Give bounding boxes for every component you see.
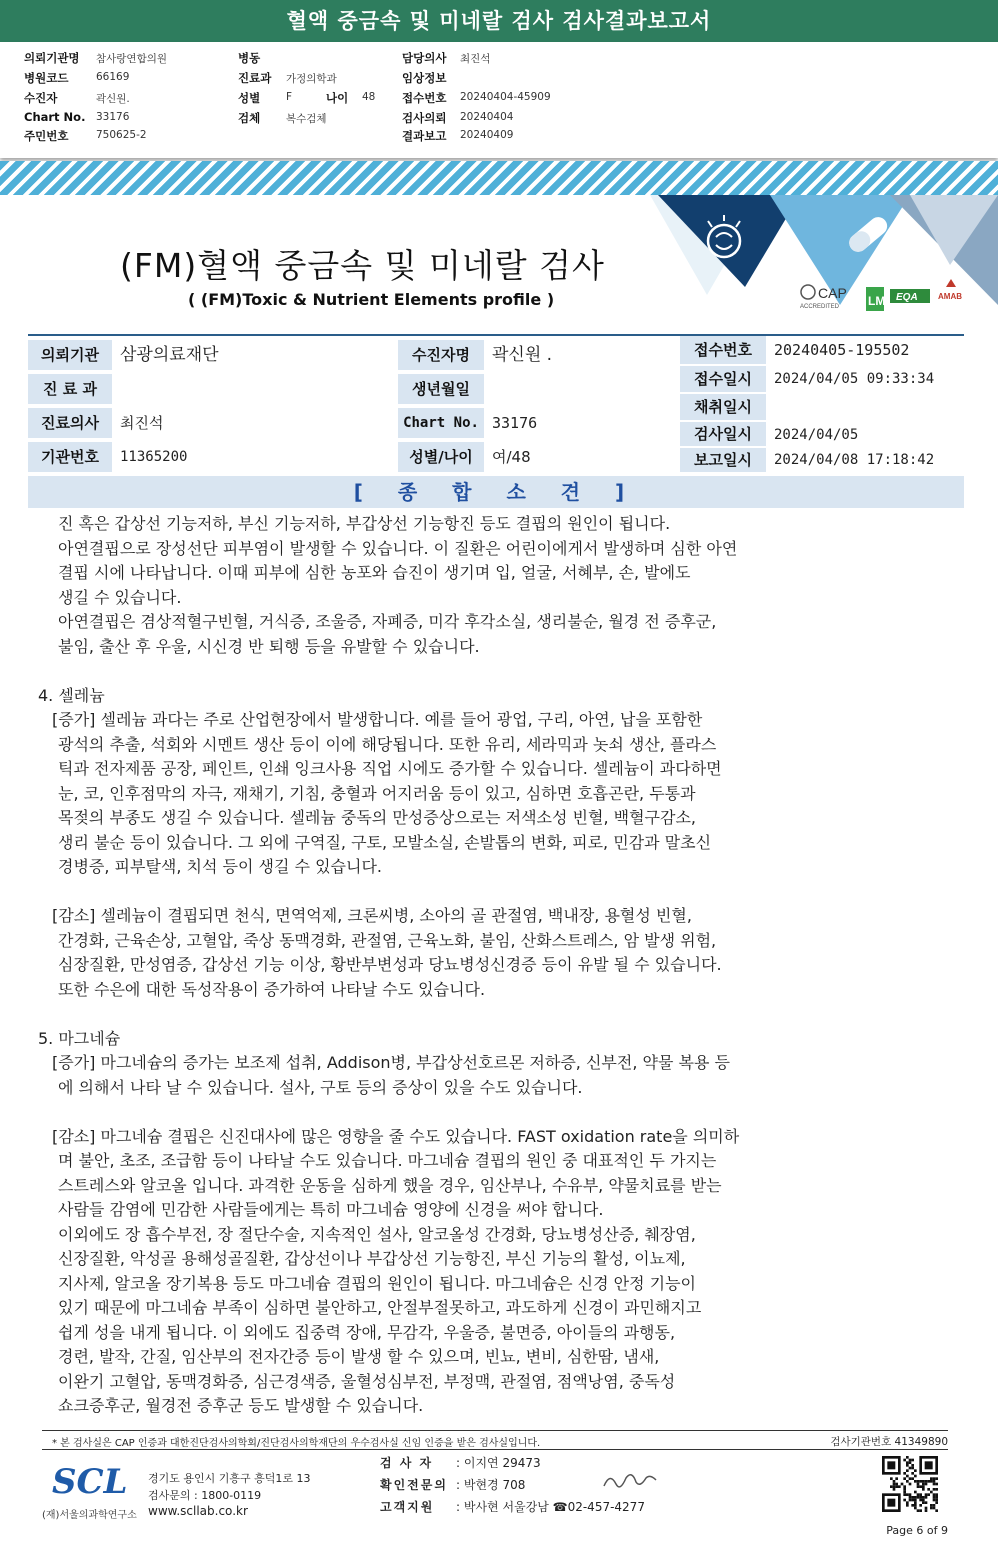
amab-logo — [938, 279, 962, 301]
body-line: 이완기 고혈압, 동맥경화증, 심근경색증, 울혈성심부전, 부정맥, 관절염, 점액낭염, 중독성 — [58, 1371, 676, 1391]
value-hospital-code: 66169 — [96, 71, 130, 83]
footer-top-rule — [42, 1430, 948, 1431]
value-org-no: 11365200 — [120, 449, 188, 465]
body-line: 눈, 코, 인후점막의 자극, 재채기, 기침, 충혈과 어지러움 등이 있고, 심하면 호흡곤란, 두통과 — [58, 783, 696, 803]
body-line: 목젖의 부종도 생길 수 있습니다. 셀레늄 중독의 만성증상으로는 저색소성 빈혈, 백혈구감소, — [58, 808, 696, 827]
label-ward: 병동 — [238, 51, 261, 65]
lm-logo — [866, 287, 885, 311]
label-patient-name: 수진자명 — [398, 340, 484, 370]
lab-address-block — [148, 1470, 311, 1504]
body-line: 있기 때문에 마그네슘 부족이 심하면 불안하고, 안절부절못하고, 과도하게 신경이 과민해지고 — [58, 1298, 702, 1317]
value-attending-doctor: 최진석 — [460, 53, 491, 65]
report-subtitle: ( (FM)Toxic & Nutrient Elements profile ) — [188, 290, 555, 309]
body-line: 아연결핍으로 장성선단 피부염이 발생할 수 있습니다. 이 질환은 어린이에게서 발생하며 심한 아연 — [58, 538, 738, 558]
label-patient: 수진자 — [24, 91, 58, 105]
label-hospital-code: 병원코드 — [24, 71, 69, 85]
footer-lab-number: 검사기관번호 41349890 — [830, 1436, 948, 1448]
body-line: 지사제, 알코올 장기복용 등도 마그네슘 결핍의 원인이 됩니다. 마그네슘은 신경 안정 기능이 — [58, 1273, 696, 1293]
paragraph-gap — [38, 880, 938, 905]
body-line: 광석의 추출, 석회와 시멘트 생산 등이 이에 해당됩니다. 또한 유리, 세라믹과 놋쇠 생산, 플라스 — [58, 734, 717, 754]
label-sex: 성별 — [238, 91, 261, 105]
staff-label-specialist: 확인전문의 — [380, 1478, 448, 1492]
label-req-org: 의뢰기관 — [28, 340, 112, 370]
body-line: 결핍 시에 나타납니다. 이때 피부에 심한 농포와 습진이 생기며 입, 얼굴, 서혜부, 손, 발에도 — [58, 563, 691, 582]
footer-mid-rule — [42, 1449, 948, 1450]
label-test-request: 검사의뢰 — [402, 111, 447, 125]
staff-label-support: 고객지원 — [380, 1500, 435, 1514]
eqa-logo — [890, 289, 930, 303]
lm-logo-text: LM — [868, 294, 886, 308]
label-attending-doctor: 담당의사 — [402, 51, 447, 65]
label-dept: 진 료 과 — [28, 374, 112, 404]
patient-info-table — [28, 336, 964, 472]
value-patient: 곽신원. — [96, 93, 130, 105]
summary-body-text — [38, 512, 938, 1419]
hospital-header — [0, 42, 998, 158]
report-title: (FM)혈액 중금속 및 미네랄 검사 — [120, 246, 605, 285]
summary-section-title: [ 종 합 소 견 ] — [28, 476, 964, 508]
label-chart: Chart No. — [398, 408, 484, 438]
value-collection-datetime — [768, 394, 964, 420]
label-receipt-no: 접수번호 — [402, 91, 447, 105]
label-collection-datetime: 채취일시 — [680, 394, 766, 420]
footer-accreditation-note: * 본 검사실은 CAP 인증과 대한진단검사의학회/진단검사의학재단의 우수검사실 신임 인증을 받은 검사실입니다. — [52, 1438, 541, 1449]
label-receipt-datetime: 접수일시 — [680, 366, 766, 392]
body-line: [증가] 마그네슘의 증가는 보조제 섭취, Addison병, 부갑상선호르몬 저하증, 신부전, 약물 복용 등 — [52, 1053, 730, 1072]
value-chart: 33176 — [492, 414, 538, 432]
body-line: 며 불안, 초조, 조급함 등이 나타날 수도 있습니다. 마그네슘 결핍의 원인 중 대표적인 두 가지는 — [58, 1151, 717, 1170]
value-chart-no: 33176 — [96, 111, 130, 123]
paragraph-gap — [38, 1100, 938, 1125]
scl-logo-subtext: (재)서울의과학연구소 — [42, 1510, 137, 1521]
value-sex: F — [286, 91, 293, 103]
cap-logo-subtext: ACCREDITED — [800, 304, 840, 310]
label-clinical-info: 임상정보 — [402, 71, 447, 85]
label-age: 나이 — [326, 91, 349, 105]
body-line: 4. 셀레늄 — [38, 685, 105, 705]
lab-address: 경기도 용인시 기흥구 흥덕1로 13 — [148, 1472, 311, 1485]
label-resident-no: 주민번호 — [24, 129, 69, 143]
body-line: 에 의해서 나타 날 수 있습니다. 설사, 구토 등의 증상이 있을 수도 있습니다. — [58, 1077, 583, 1097]
label-sex-age: 성별/나이 — [398, 442, 484, 472]
body-line: [감소] 셀레늄이 결핍되면 천식, 면역억제, 크론씨병, 소아의 골 관절염, 백내장, 용혈성 빈혈, — [52, 906, 692, 925]
body-line: 심장질환, 만성염증, 갑상선 기능 이상, 황반부변성과 당뇨병성신경증 등이 유발 될 수 있습니다. — [58, 955, 722, 974]
staff-value-support: : 박사현 서울강남 ☎02-457-4277 — [456, 1500, 645, 1514]
body-line: 쇼크증후군, 월경전 증후군 등도 발생할 수 있습니다. — [58, 1396, 424, 1415]
label-receipt-number: 접수번호 — [680, 336, 766, 364]
body-line: 불임, 출산 후 우울, 시신경 반 퇴행 등을 유발할 수 있습니다. — [58, 636, 480, 656]
value-receipt-no: 20240404-45909 — [460, 91, 551, 103]
label-report-datetime: 보고일시 — [680, 448, 766, 472]
qr-code-icon — [882, 1456, 938, 1512]
staff-value-tester: : 이지연 29473 — [456, 1456, 541, 1470]
label-department: 진료과 — [238, 71, 272, 85]
body-line: 이외에도 장 흡수부전, 장 절단수술, 지속적인 설사, 알코올성 간경화, 당뇨병성산증, 췌장염, — [58, 1224, 696, 1244]
value-result-report: 20240409 — [460, 129, 514, 141]
value-receipt-datetime: 2024/04/05 09:33:34 — [774, 371, 935, 387]
value-department: 가정의학과 — [286, 73, 337, 85]
scl-logo: SCL — [52, 1462, 128, 1502]
value-requesting-clinic: 참사랑연합의원 — [96, 53, 168, 65]
value-sex-age: 여/48 — [492, 448, 531, 466]
staff-value-specialist: : 박현경 708 — [456, 1478, 526, 1492]
body-line: 진 혹은 갑상선 기능저하, 부신 기능저하, 부갑상선 기능항진 등도 결핍의 원인이 됩니다. — [58, 514, 671, 533]
paragraph-gap — [38, 1002, 938, 1027]
body-line: 경병증, 피부탈색, 치석 등이 생길 수 있습니다. — [58, 857, 382, 876]
label-doctor: 진료의사 — [28, 408, 112, 438]
label-specimen: 검체 — [238, 111, 261, 125]
page-number: Page 6 of 9 — [886, 1524, 948, 1537]
body-line: 아연결핍은 겸상적혈구빈혈, 거식증, 조울증, 자폐증, 미각 후각소실, 생리불순, 월경 전 증후군, — [58, 612, 717, 631]
paragraph-gap — [38, 659, 938, 684]
body-line: 또한 수은에 대한 독성작용이 증가하여 나타날 수도 있습니다. — [58, 979, 486, 999]
lab-inquiry-phone: 검사문의 : 1800-0119 — [148, 1489, 262, 1502]
label-org-no: 기관번호 — [28, 442, 112, 472]
body-line: 쉽게 성을 내게 됩니다. 이 외에도 집중력 장애, 무감각, 우울증, 불면증, 아이들의 과행동, — [58, 1322, 676, 1342]
body-line: 간경화, 근육손상, 고혈압, 죽상 동맥경화, 관절염, 근육노화, 불임, 산화스트레스, 암 발생 위험, — [58, 930, 717, 950]
lab-website: www.scllab.co.kr — [148, 1504, 248, 1518]
decorative-stripe-band — [0, 161, 998, 195]
value-age: 48 — [362, 91, 376, 103]
amab-logo-text: AMAB — [938, 292, 962, 301]
body-line: 틱과 전자제품 공장, 페인트, 인쇄 잉크사용 직업 시에도 증가할 수 있습니다. 셀레늄이 과다하면 — [58, 759, 722, 778]
body-line: 경련, 발작, 간질, 임산부의 전자간증 등이 발생 할 수 있으며, 빈뇨, 변비, 심한땀, 냄새, — [58, 1347, 660, 1366]
value-doctor: 최진석 — [120, 414, 164, 432]
decorative-triangle-graphic — [650, 195, 998, 323]
value-report-datetime: 2024/04/08 17:18:42 — [774, 452, 935, 468]
value-resident-no: 750625-2 — [96, 129, 147, 141]
body-line: 생길 수 있습니다. — [58, 587, 182, 607]
value-specimen: 복수검체 — [286, 113, 327, 125]
body-line: 신장질환, 악성골 용해성골질환, 갑상선이나 부갑상선 기능항진, 부신 기능의 활성, 이뇨제, — [58, 1249, 686, 1268]
eqa-logo-text: EQA — [896, 292, 918, 303]
label-result-report: 결과보고 — [402, 129, 447, 143]
label-dob: 생년월일 — [398, 374, 484, 404]
report-banner-title: 혈액 중금속 및 미네랄 검사 검사결과보고서 — [0, 0, 998, 42]
value-dept — [114, 374, 398, 404]
body-line: 사람들 감염에 민감한 사람들에게는 특히 마그네슘 영양에 신경을 써야 합니다. — [58, 1200, 604, 1219]
label-chart-no: Chart No. — [24, 110, 86, 124]
body-line: 스트레스와 알코올 입니다. 과격한 운동을 심하게 했을 경우, 임산부나, 수유부, 약물치료를 받는 — [58, 1175, 722, 1195]
label-requesting-clinic: 의뢰기관명 — [24, 51, 80, 65]
cap-logo-text: CAP — [818, 285, 847, 301]
body-line: 생리 불순 등이 있습니다. 그 외에 구역질, 구토, 모발소실, 손발톱의 변화, 피로, 민감과 말초신 — [58, 832, 712, 852]
body-line: [증가] 셀레늄 과다는 주로 산업현장에서 발생합니다. 예를 들어 광업, 구리, 아연, 납을 포함한 — [52, 710, 703, 729]
value-patient-name: 곽신원 . — [492, 345, 553, 365]
value-test-request: 20240404 — [460, 111, 514, 123]
cap-accredited-logo — [800, 285, 847, 310]
value-req-org: 삼광의료재단 — [120, 345, 219, 365]
signature-image — [600, 1468, 660, 1494]
staff-label-tester: 검 사 자 — [380, 1456, 434, 1470]
label-test-datetime: 검사일시 — [680, 422, 766, 446]
value-dob — [486, 374, 676, 404]
value-receipt-number: 20240405-195502 — [774, 341, 910, 359]
body-line: [감소] 마그네슘 결핍은 신진대사에 많은 영향을 줄 수도 있습니다. FAST oxidation rate을 의미하 — [52, 1126, 740, 1146]
body-line: 5. 마그네슘 — [38, 1028, 121, 1048]
value-test-datetime: 2024/04/05 — [774, 427, 859, 443]
